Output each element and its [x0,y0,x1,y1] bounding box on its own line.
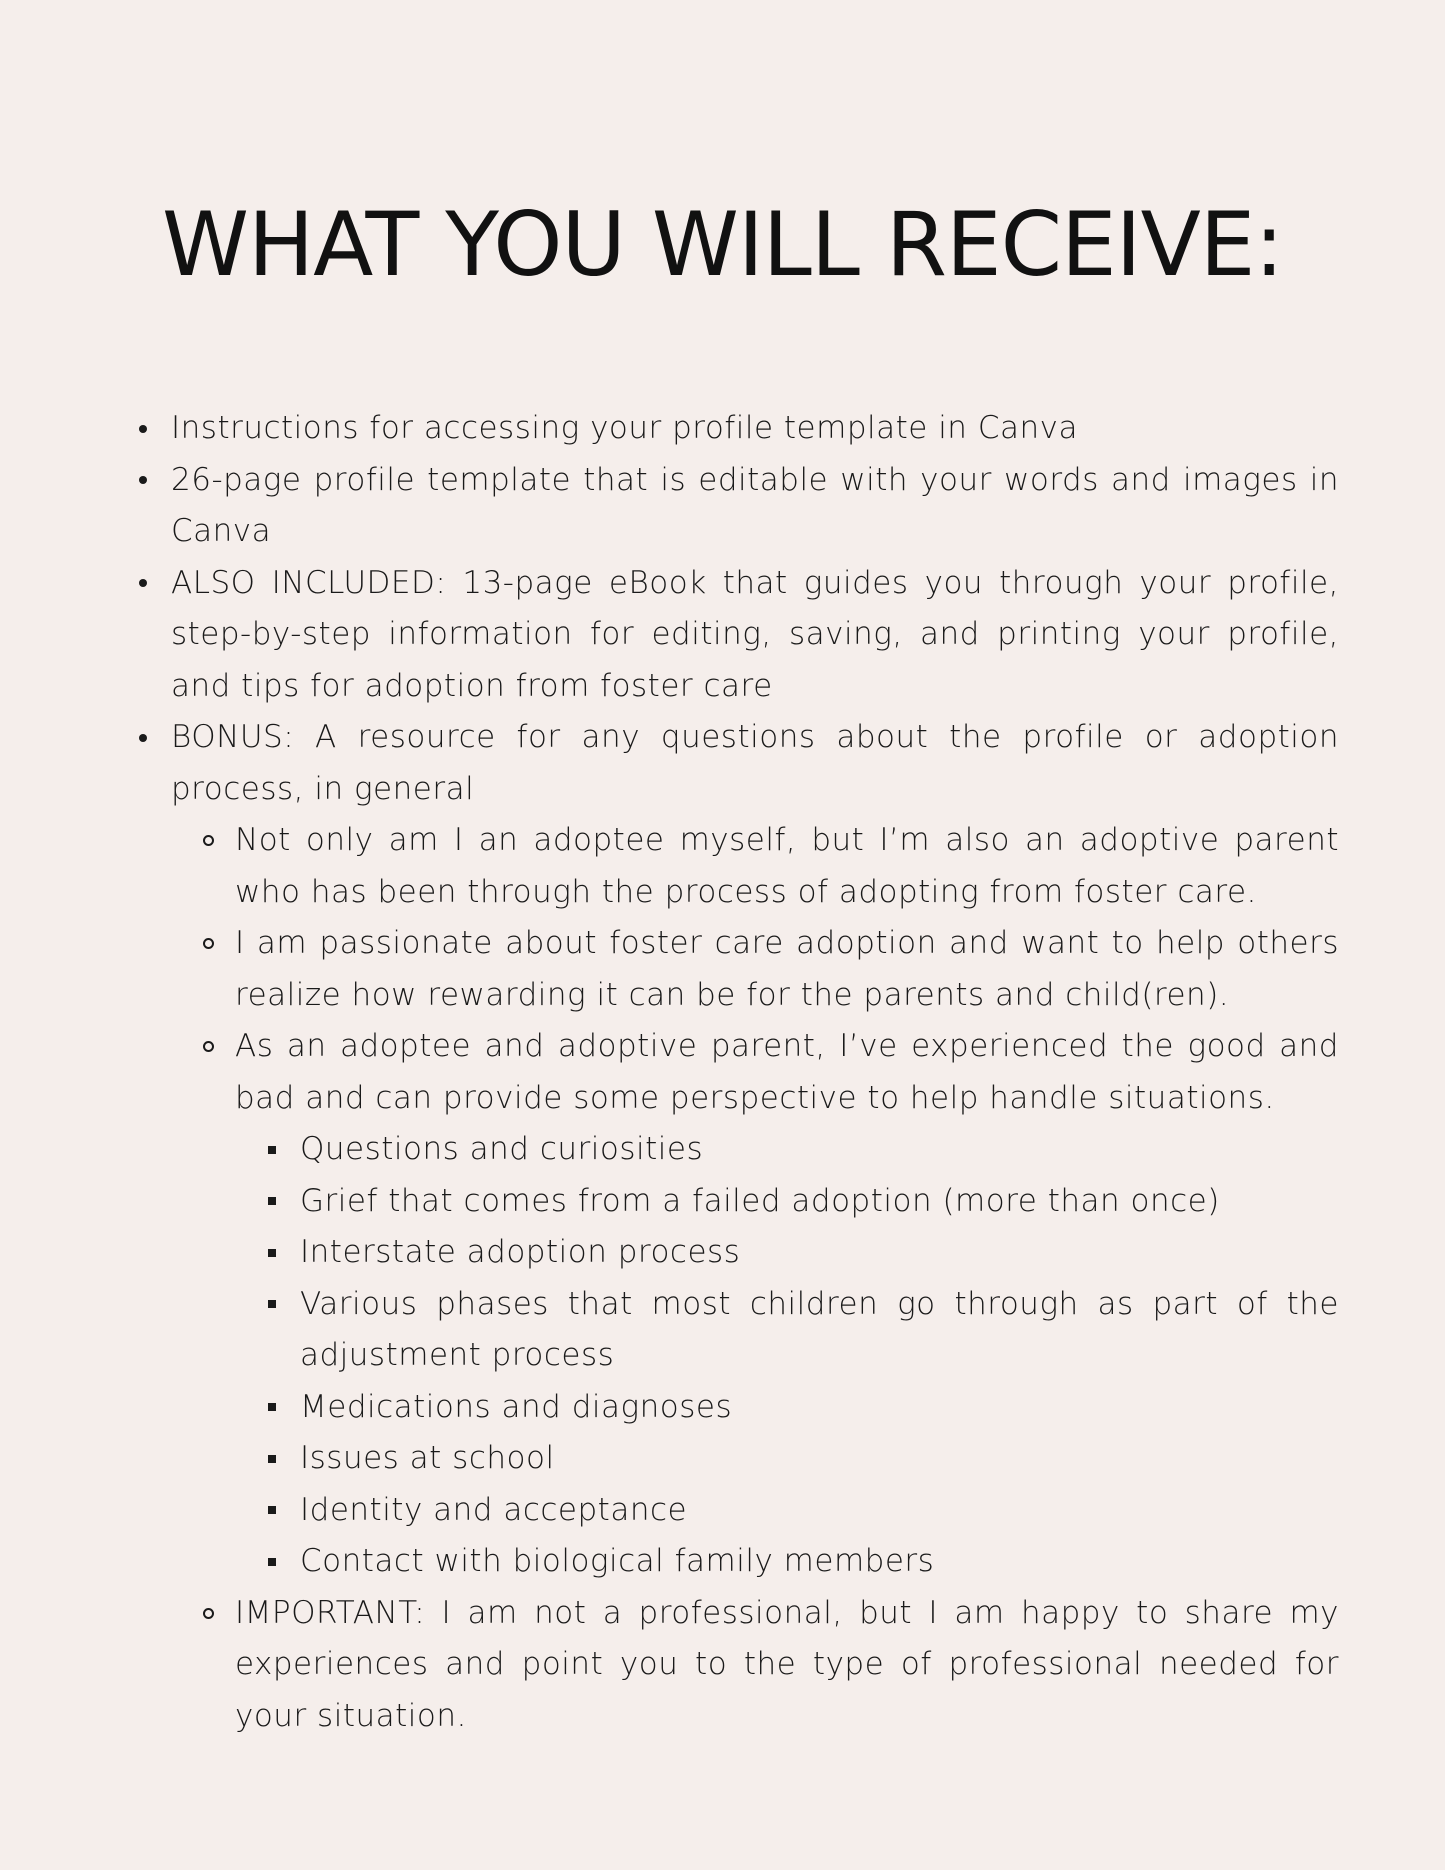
list-item-text: As an adoptee and adoptive parent, I’ve experienced the good and bad and can provide some perspective to help handle situations. [235,1028,1339,1116]
page-title: WHAT YOU WILL RECEIVE: [161,193,1284,296]
sub-sub-list-item [0,1227,1339,1279]
sub-sub-list-item [0,1124,1339,1176]
sub-sub-list-item [0,1536,1339,1588]
list-item-text: Instructions for accessing your profile template in Canva [171,410,1078,446]
list-item [0,558,1339,713]
bullet-circle-icon [203,1021,214,1073]
bullet-square-icon [268,1124,276,1176]
bullet-dot-icon [139,455,147,507]
bullet-dot-icon [139,558,147,610]
sub-sub-list-item [0,1279,1339,1382]
sub-sub-list-item [0,1382,1339,1434]
list-item-text: Medications and diagnoses [300,1388,733,1425]
bullet-dot-icon [139,403,147,455]
list-item-text: BONUS: A resource for any questions about the profile or adoption process, in general [171,719,1339,807]
sub-sub-list-item [0,1176,1339,1228]
list-item-text: Grief that comes from a failed adoption (more than once) [300,1182,1220,1219]
bullet-square-icon [268,1279,276,1331]
bullet-dot-icon [139,712,147,764]
receive-list [0,403,1445,1742]
list-item [0,712,1339,815]
bullet-square-icon [268,1382,276,1434]
bullet-circle-icon [203,918,214,970]
list-item-text: Various phases that most children go through as part of the adjustment process [300,1285,1339,1373]
list-item-text: I am passionate about foster care adoption and want to help others realize how rewarding it can be for the parents and child(ren). [235,925,1339,1013]
bullet-square-icon [268,1433,276,1485]
list-item [0,455,1339,558]
list-item [0,403,1339,455]
bullet-square-icon [268,1176,276,1228]
list-item-text: Questions and curiosities [300,1131,704,1167]
list-item-text: ALSO INCLUDED: 13-page eBook that guides you through your profile, step-by-step information for editing, saving, and printing your profile, and tips for adoption from foster care [171,564,1339,704]
bullet-square-icon [268,1485,276,1537]
bullet-square-icon [268,1227,276,1279]
sub-list-item [0,1588,1339,1743]
sub-list-item [0,815,1339,918]
bullet-square-icon [268,1536,276,1588]
list-item-text: Contact with biological family members [300,1543,935,1579]
list-item-text: 26-page profile template that is editable with your words and images in Canva [171,461,1339,549]
bullet-circle-icon [203,815,214,867]
list-item-text: IMPORTANT: I am not a professional, but I am happy to share my experiences and point you to the type of professional needed for your situation. [235,1594,1339,1734]
sub-sub-list-item [0,1433,1339,1485]
list-item-text: Identity and acceptance [300,1491,688,1528]
sub-list-item [0,1021,1339,1124]
sub-sub-list-item [0,1485,1339,1537]
list-item-text: Not only am I an adoptee myself, but I’m also an adoptive parent who has been through the process of adopting from foster care. [235,822,1339,910]
bullet-circle-icon [203,1588,214,1640]
list-item-text: Issues at school [300,1440,555,1476]
sub-list-item [0,918,1339,1021]
list-item-text: Interstate adoption process [300,1234,741,1270]
